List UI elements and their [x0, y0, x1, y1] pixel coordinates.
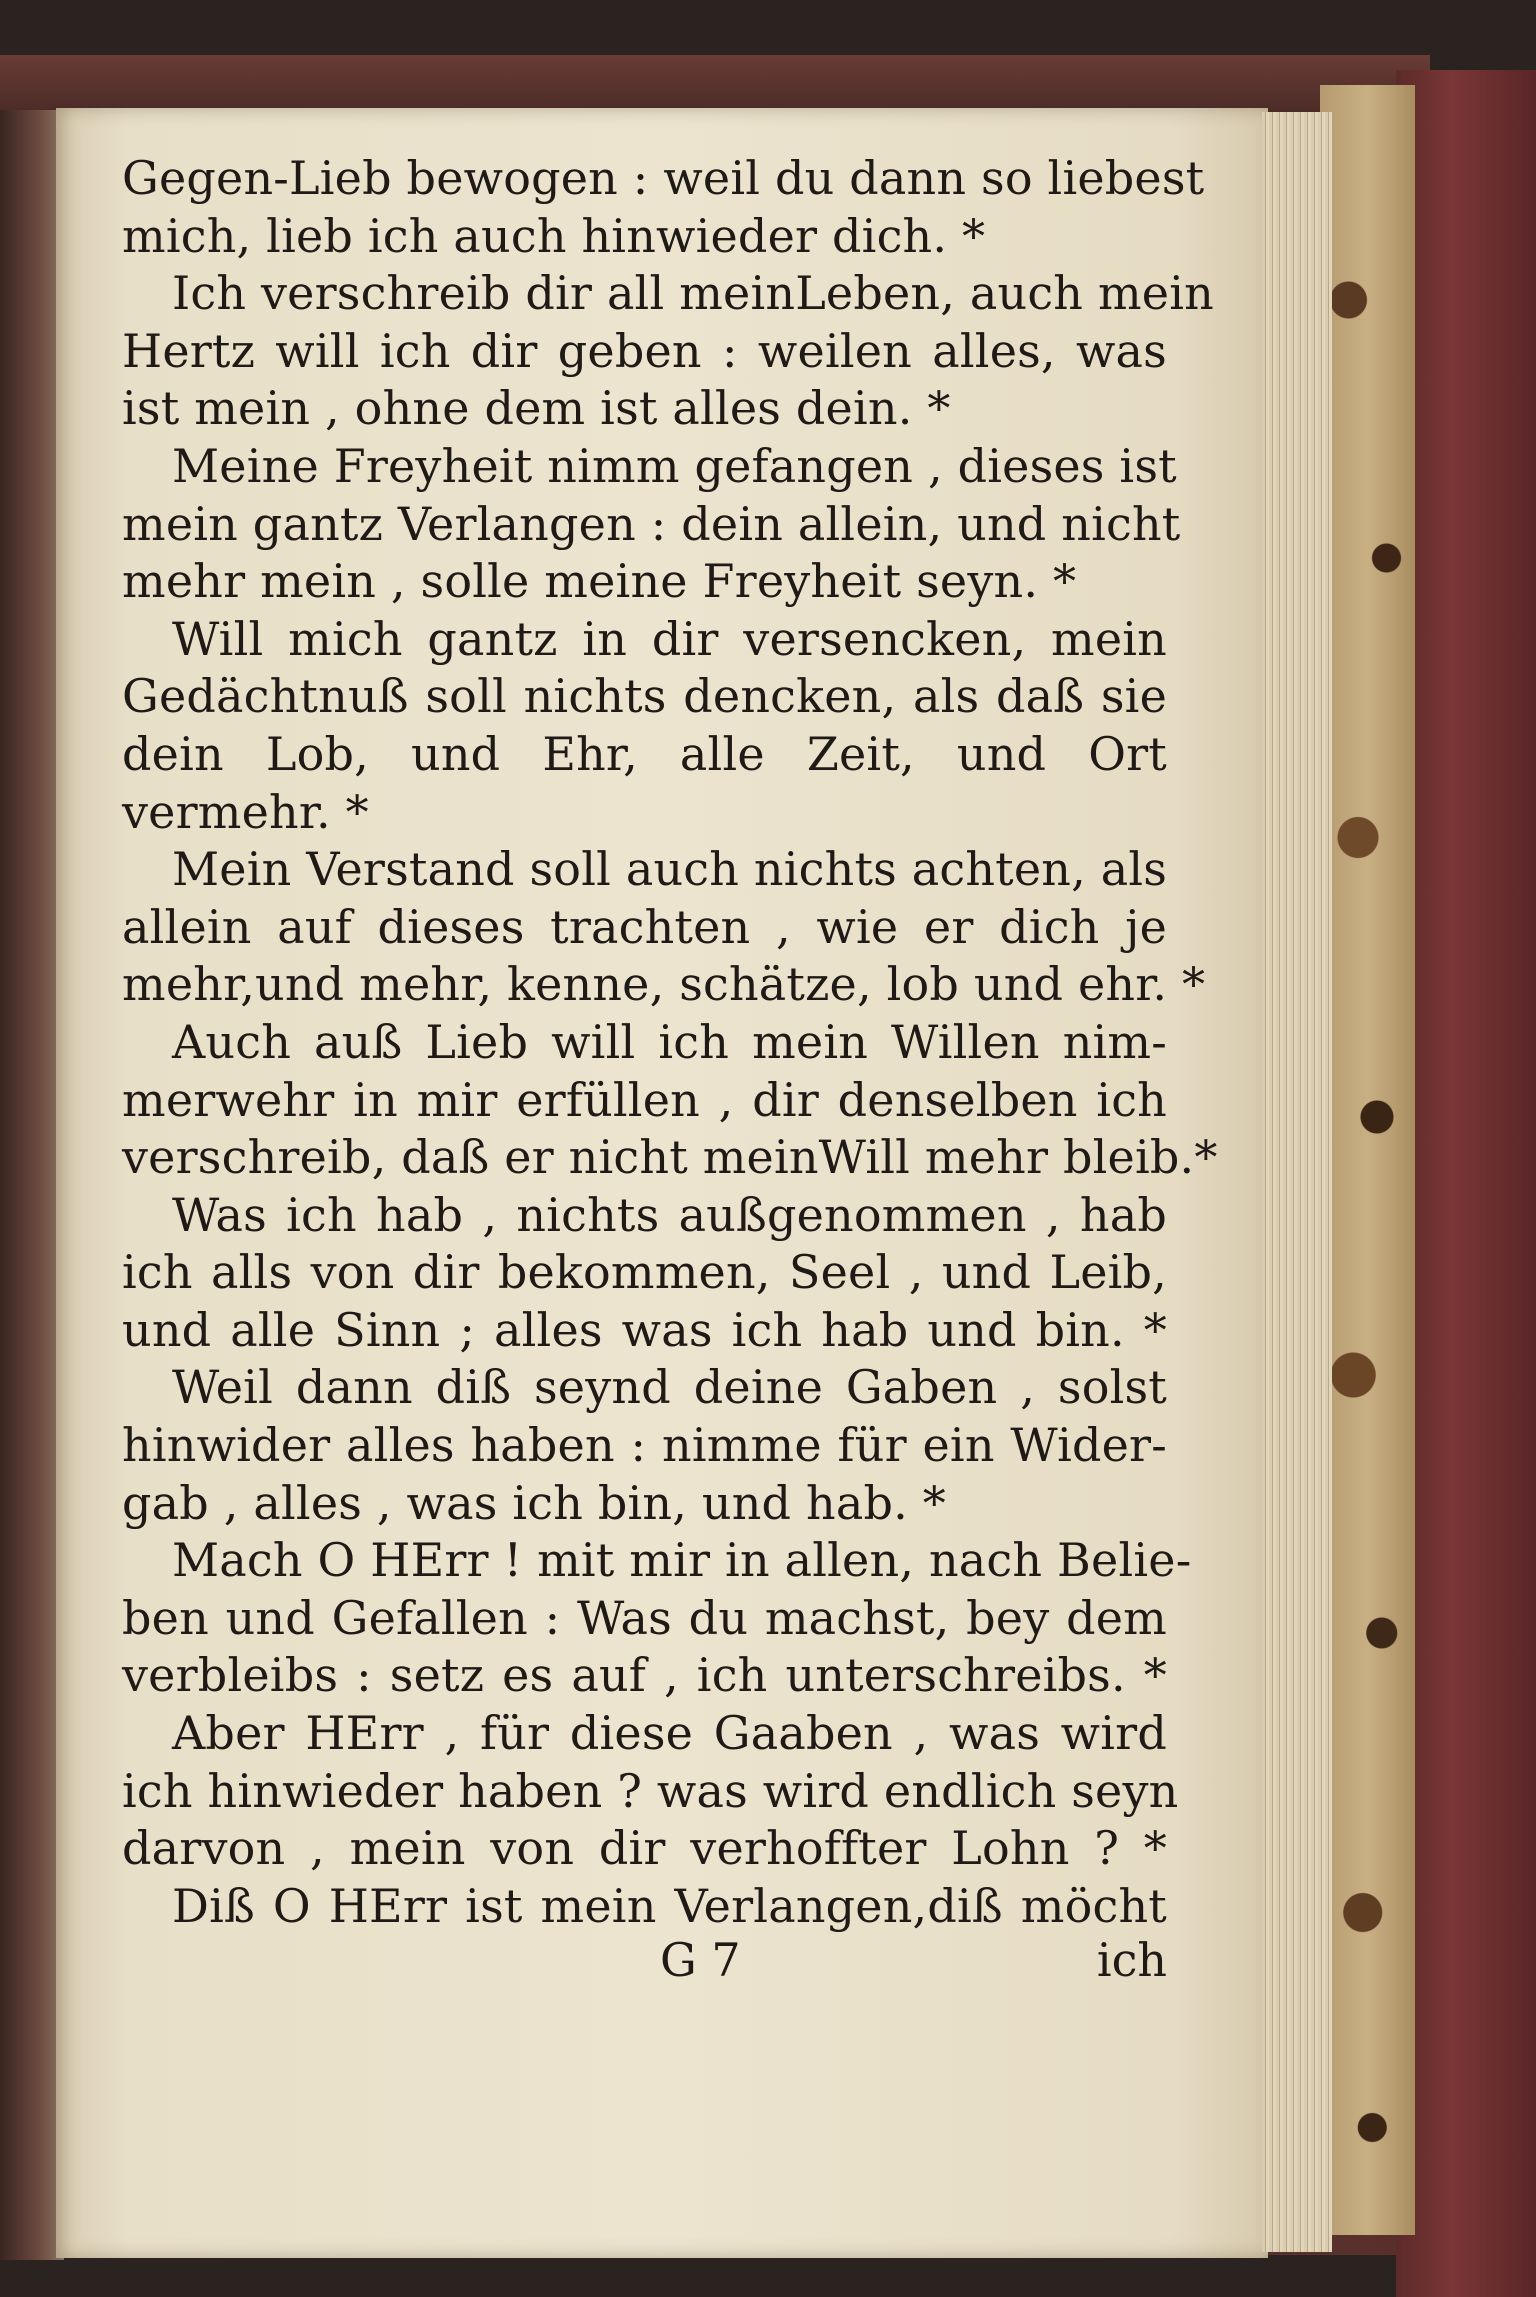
- text-line: allein auf dieses trachten , wie er dich je: [122, 899, 1167, 954]
- text-line: dein Lob, und Ehr, alle Zeit, und Ort: [122, 726, 1167, 781]
- text-line: darvon , mein von dir verhoffter Lohn ? *: [122, 1821, 1167, 1876]
- text-line: Auch auß Lieb will ich mein Willen nim-: [172, 1014, 1167, 1069]
- text-line: und alle Sinn ; alles was ich hab und bin. *: [122, 1302, 1167, 1357]
- text-line: mehr,und mehr, kenne, schätze, lob und ehr. *: [122, 957, 1206, 1012]
- text-line: ist mein , ohne dem ist alles dein. *: [122, 381, 951, 436]
- text-line: verbleibs : setz es auf , ich unterschreibs. *: [122, 1648, 1167, 1703]
- catchword: ich: [1096, 1933, 1167, 1987]
- text-line: Meine Freyheit nimm gefangen , dieses ist: [172, 438, 1177, 493]
- gutter-shadow: [0, 110, 64, 2260]
- book-cover-top-edge: [0, 55, 1430, 115]
- text-line: verschreib, daß er nicht meinWill mehr bleib.*: [122, 1130, 1218, 1185]
- text-line: Diß O HErr ist mein Verlangen,diß möcht: [172, 1878, 1167, 1933]
- text-line: ich alls von dir bekommen, Seel , und Leib,: [122, 1245, 1167, 1300]
- text-line: Mein Verstand soll auch nichts achten, als: [172, 842, 1168, 897]
- text-line: Ich verschreib dir all meinLeben, auch mein: [172, 266, 1214, 321]
- text-line: merwehr in mir erfüllen , dir denselben ich: [122, 1072, 1167, 1127]
- text-line: ben und Gefallen : Was du machst, bey dem: [122, 1590, 1167, 1645]
- marbled-endpaper: [1320, 85, 1415, 2235]
- leather-binding: [1396, 70, 1536, 2297]
- text-line: Mach O HErr ! mit mir in allen, nach Belie-: [172, 1533, 1192, 1588]
- text-line: Was ich hab , nichts außgenommen , hab: [172, 1187, 1167, 1242]
- text-line: ich hinwieder haben ? was wird endlich seyn: [122, 1763, 1179, 1818]
- page-body-text: [122, 150, 1218, 1935]
- signature-mark: G 7: [660, 1933, 741, 1987]
- text-line: Will mich gantz in dir versencken, mein: [172, 611, 1167, 666]
- text-line: hinwider alles haben : nimme für ein Wider-: [122, 1418, 1167, 1473]
- text-line: mein gantz Verlangen : dein allein, und nicht: [122, 496, 1181, 551]
- page-footer: [122, 1933, 1167, 1991]
- text-line: mich, lieb ich auch hinwieder dich. *: [122, 208, 986, 263]
- text-line: Gegen-Lieb bewogen : weil du dann so liebest: [122, 151, 1205, 205]
- page-fore-edge: [1262, 112, 1332, 2252]
- text-line: mehr mein , solle meine Freyheit seyn. *: [122, 554, 1077, 609]
- text-line: Aber HErr , für diese Gaaben , was wird: [172, 1706, 1167, 1761]
- text-line: Gedächtnuß soll nichts dencken, als daß sie: [122, 669, 1167, 724]
- text-line: vermehr. *: [122, 784, 369, 839]
- text-line: Weil dann diß seynd deine Gaben , solst: [172, 1360, 1167, 1415]
- text-line: Hertz will ich dir geben : weilen alles, was: [122, 323, 1167, 378]
- text-line: gab , alles , was ich bin, und hab. *: [122, 1475, 946, 1530]
